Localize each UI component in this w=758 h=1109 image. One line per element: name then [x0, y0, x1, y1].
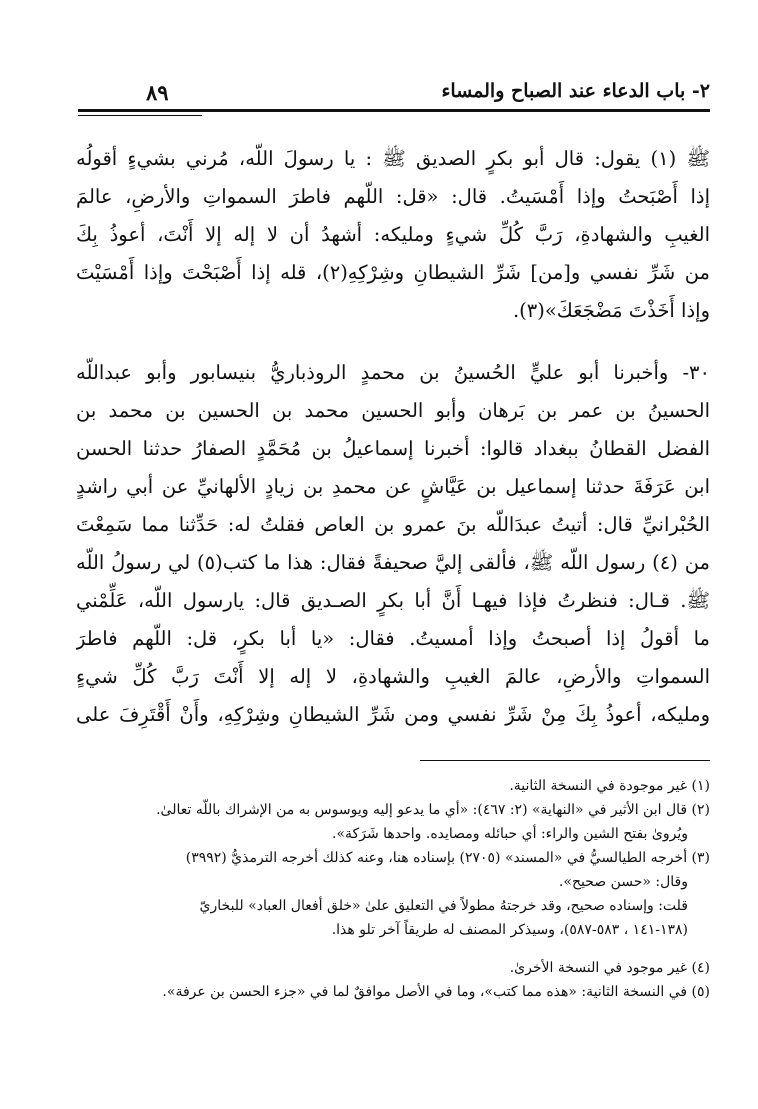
footnote-3-continued: (١٣٨-١٤١ ، ٥٨٣-٥٨٧)، وسيذكر المصنف له طريقاً آخر تلو هذا.	[331, 922, 688, 938]
header-rule	[78, 109, 710, 112]
footnote-3-continued: قلت: وإسناده صحيح، وقد خرجتهُ مطولاً في التعليق علىٰ «خلق أفعال العباد» للبخاريّ	[199, 898, 688, 914]
text-line: ﷺ (١) يقول: قال أبو بكرٍ الصديق ﷺ : يا رسولَ اللّه، مُرني بشيءٍ أقولُه	[76, 147, 710, 170]
footnote-5: (٥) في النسخة الثانية: «هذه مما كتب»، وما في الأصل موافقٌ لما في «جزء الحسن بن عرفة».	[162, 984, 710, 1000]
text-line: إذا أَصْبَحتُ وإذا أَمْسَيتُ. قال: «قل: اللّهم فاطرَ السمواتِ والأرضِ، عالمَ	[76, 185, 710, 208]
text-line: من (٤) رسول اللّه ﷺ، فألقى إليَّ صحيفةً فقال: هذا ما كتب(٥) لي رسولُ اللّه	[76, 551, 710, 574]
page-number: ٨٩	[146, 80, 169, 105]
footnotes	[66, 774, 710, 1004]
text-line: ما أقولُ إذا أصبحتُ وإذا أمسيتُ. فقال: «يا أبا بكرٍ، قل: اللّهم فاطرَ	[76, 627, 710, 650]
text-line: الحُبْرانيِّ قال: أتيتُ عبدَاللّه بنَ عمرو بن العاص فقلتُ له: حَدِّثنا مما سَمِعْتَ	[76, 513, 710, 536]
text-line: ومليكه، أعوذُ بِكَ مِنْ شَرِّ نفسي ومن شَرِّ الشيطانِ وشِرْكِهِ، وأَنْ أَقْتَرِفَ على	[76, 703, 710, 726]
chapter-title: ٢- باب الدعاء عند الصباح والمساء	[441, 80, 710, 102]
text-line: ﷺ. قـال: فنظرتُ فإذا فيهـا أَنَّ أبا بكرٍ الصـديق قال: يارسول اللّه، عَلِّمْني	[76, 589, 710, 612]
footnote-4: (٤) غير موجود في النسخة الأخرىٰ.	[509, 960, 710, 976]
text-line: السمواتِ والأرضِ، عالمَ الغيبِ والشهادةِ، لا إله إلا أَنْتَ رَبَّ كُلِّ شيءٍ	[76, 665, 710, 688]
footnote-3: (٣) أخرجه الطيالسيُّ في «المسند» (٢٧٠٥) بإسناده هنا، وعنه كذلك أخرجه الترمذيُّ (٣٩٩٢)	[185, 850, 710, 866]
text-line: ٣٠- وأخبرنا أبو عليٍّ الحُسينُ بن محمدٍ الروذباريُّ بنيسابور وأبو عبداللّه	[76, 361, 710, 384]
footnote-3-continued: وقال: «حسن صحيح».	[558, 874, 688, 890]
footnote-1: (١) غير موجودة في النسخة الثانية.	[509, 778, 710, 794]
text-line: الحسينُ بن عمر بن بَرهان وأبو الحسين محمد بن الحسين بن محمد بن	[76, 399, 710, 422]
main-text	[76, 140, 710, 734]
header-rule-double	[78, 115, 202, 116]
text-line: الفضل القطانُ ببغداد قالوا: أخبرنا إسماعيلُ بن مُحَمَّدٍ الصفارُ حدثنا الحسن	[76, 437, 710, 460]
text-line: وإذا أَخَذْتَ مَضْجَعَكَ»(٣).	[512, 299, 710, 322]
footnote-2-continued: ويُروىٰ بفتح الشين والراء: أي حبائله ومصايده. واحدها شَرَكة».	[332, 826, 688, 842]
text-line: من شَرِّ نفسي و[من] شَرِّ الشيطانِ وشِرْكِهِ(٢)، قله إذا أَصْبَحْتَ وإذا أَمْسَيْتَ	[76, 261, 710, 284]
footnote-separator	[420, 760, 710, 761]
text-line: ابن عَرَفَةَ حدثنا إسماعيل بن عَيَّاشٍ عن محمدِ بن زيادٍ الألهانيِّ عن أبي راشدٍ	[76, 475, 710, 498]
text-line: الغيبِ والشهادةِ، رَبَّ كُلِّ شيءٍ ومليكه: أشهدُ أن لا إله إلا أَنْتَ، أعوذُ بِكَ	[76, 223, 710, 246]
footnote-2: (٢) قال ابن الأثير في «النهاية» (٢: ٤٦٧): «أي ما يدعو إليه ويوسوس به من الإشراك باللّه تعالىٰ.	[156, 802, 710, 818]
